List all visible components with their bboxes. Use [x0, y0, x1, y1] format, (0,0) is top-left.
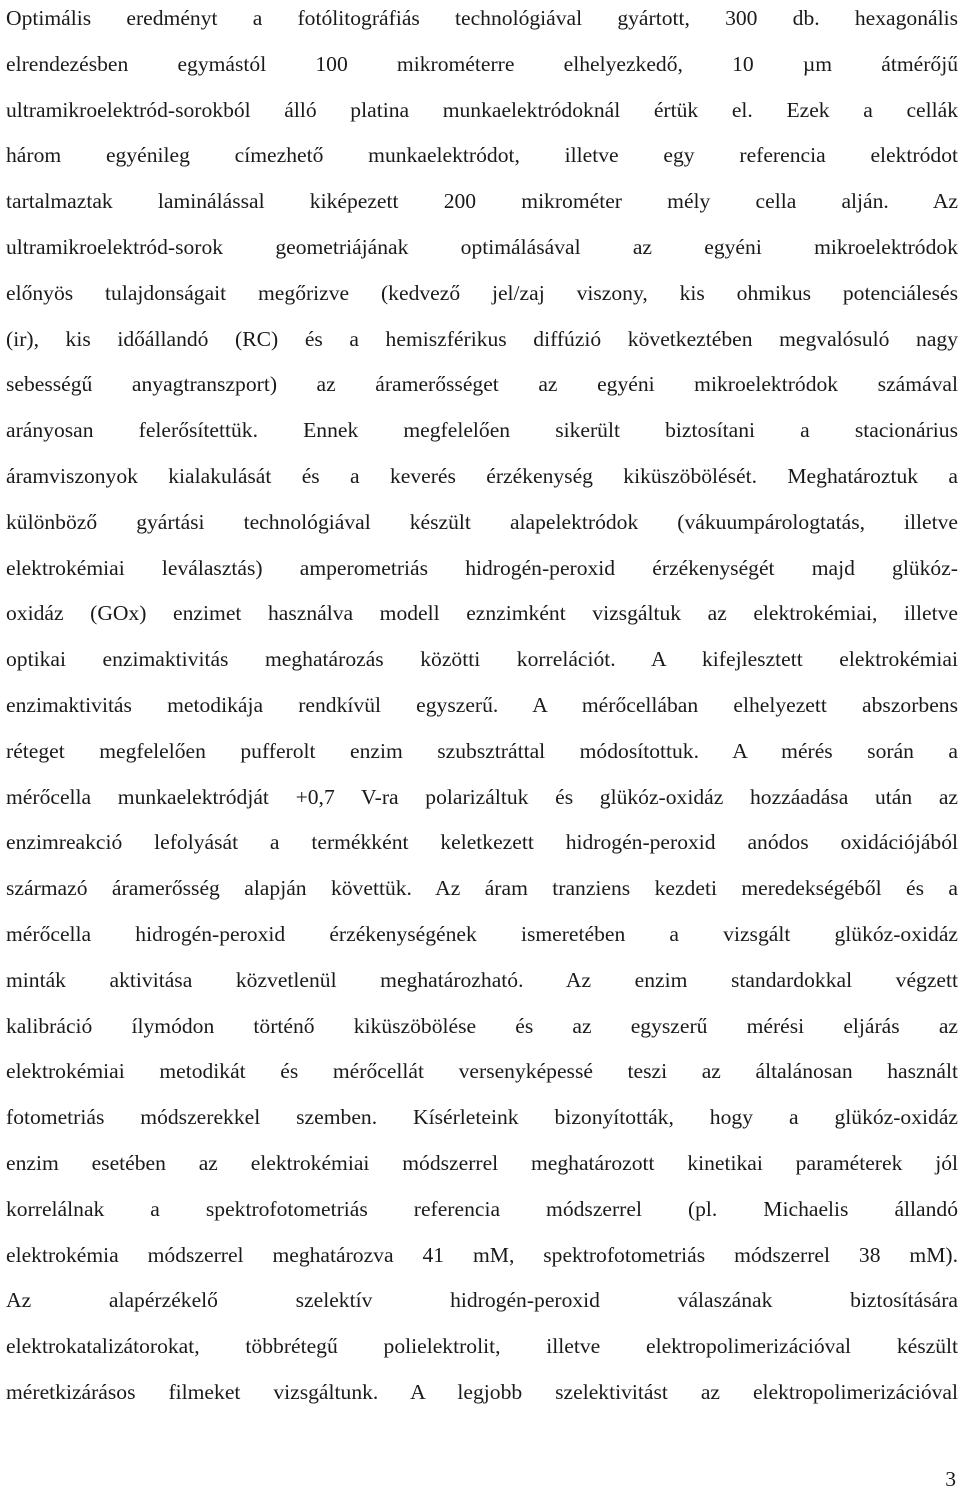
text-line: elektrokémia módszerrel meghatározva 41 mM, spektrofotometriás módszerrel 38 mM). [6, 1242, 958, 1267]
text-line: korrelálnak a spektrofotometriás referencia módszerrel (pl. Michaelis állandó [6, 1196, 958, 1221]
text-line: előnyös tulajdonságait megőrizve (kedvező jel/zaj viszony, kis ohmikus potenciálesés [6, 280, 958, 305]
text-line: fotometriás módszerekkel szemben. Kísérleteink bizonyították, hogy a glükóz-oxidáz [6, 1105, 958, 1130]
text-line: mérőcella munkaelektródját +0,7 V-ra polarizáltuk és glükóz-oxidáz hozzáadása után az [6, 784, 958, 809]
text-line: tartalmaztak laminálással kiképezett 200 mikrométer mély cella alján. Az [6, 189, 958, 214]
text-line: enzimreakció lefolyását a termékként keletkezett hidrogén-peroxid anódos oxidációjából [6, 830, 958, 855]
text-line: Optimális eredményt a fotólitográfiás technológiával gyártott, 300 db. hexagonális [6, 6, 958, 30]
page-number: 3 [945, 1467, 956, 1491]
text-line: különböző gyártási technológiával készült alapelektródok (vákuumpárologtatás, illetve [6, 509, 958, 534]
text-line: kalibráció ílymódon történő kiküszöbölése és az egyszerű mérési eljárás az [6, 1013, 958, 1038]
text-line: méretkizárásos filmeket vizsgáltunk. A legjobb szelektivitást az elektropolimerizációval [6, 1379, 958, 1404]
text-line: réteget megfelelően pufferolt enzim szubsztráttal módosítottuk. A mérés során a [6, 738, 958, 763]
text-line: elektrokémiai metodikát és mérőcellát versenyképessé teszi az általánosan használt [6, 1059, 958, 1084]
text-line: elrendezésben egymástól 100 mikrométerre elhelyezkedő, 10 µm átmérőjű [6, 51, 958, 76]
text-line: áramviszonyok kialakulását és a keverés érzékenység kiküszöbölését. Meghatároztuk a [6, 463, 958, 488]
text-line: ultramikroelektród-sorokból álló platina munkaelektródoknál értük el. Ezek a cellák [6, 97, 958, 122]
text-line: minták aktivitása közvetlenül meghatározható. Az enzim standardokkal végzett [6, 967, 958, 992]
text-line: ultramikroelektród-sorok geometriájának optimálásával az egyéni mikroelektródok [6, 234, 958, 259]
text-line: mérőcella hidrogén-peroxid érzékenységének ismeretében a vizsgált glükóz-oxidáz [6, 921, 958, 946]
text-line: (ir), kis időállandó (RC) és a hemiszférikus diffúzió következtében megvalósuló nagy [6, 326, 958, 351]
text-line: elektrokémiai leválasztás) amperometriás hidrogén-peroxid érzékenységét majd glükóz- [6, 555, 958, 580]
text-line: optikai enzimaktivitás meghatározás közötti korrelációt. A kifejlesztett elektrokémiai [6, 647, 958, 672]
text-line: elektrokatalizátorokat, többrétegű polielektrolit, illetve elektropolimerizációval készült [6, 1334, 958, 1359]
text-line: származó áramerősség alapján követtük. Az áram tranziens kezdeti meredekségéből és a [6, 876, 958, 901]
text-line: arányosan felerősítettük. Ennek megfelelően sikerült biztosítani a stacionárius [6, 418, 958, 443]
text-line: oxidáz (GOx) enzimet használva modell eznzimként vizsgáltuk az elektrokémiai, illetve [6, 601, 958, 626]
body-paragraph [6, 0, 958, 1416]
text-line: három egyénileg címezhető munkaelektródot, illetve egy referencia elektródot [6, 143, 958, 168]
text-line: Az alapérzékelő szelektív hidrogén-peroxid válaszának biztosítására [6, 1288, 958, 1313]
text-line: enzimaktivitás metodikája rendkívül egyszerű. A mérőcellában elhelyezett abszorbens [6, 692, 958, 717]
text-line: enzim esetében az elektrokémiai módszerrel meghatározott kinetikai paraméterek jól [6, 1150, 958, 1175]
text-line: sebességű anyagtranszport) az áramerősséget az egyéni mikroelektródok számával [6, 372, 958, 397]
